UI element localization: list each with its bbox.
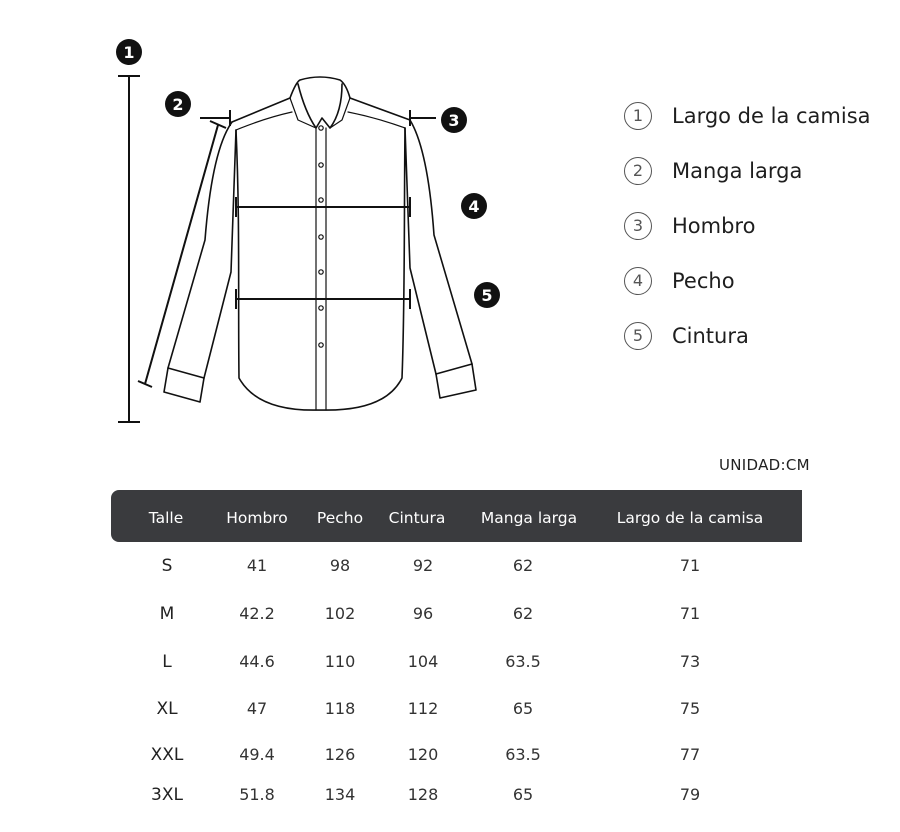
hombro-cell: 47 <box>246 699 268 718</box>
pecho-cell: 110 <box>324 652 356 671</box>
size-cell: XL <box>156 699 178 719</box>
hombro-cell: 51.8 <box>239 785 275 804</box>
table-row <box>111 694 802 724</box>
legend-item-waist <box>624 308 894 363</box>
right-sleeve-outline <box>405 120 472 374</box>
manga-cell: 63.5 <box>505 745 541 764</box>
svg-text:2: 2 <box>172 95 184 114</box>
marker-1 <box>116 39 142 65</box>
size-cell: S <box>161 556 173 576</box>
legend-number: 1 <box>624 102 652 130</box>
legend-item-sleeve <box>624 143 894 198</box>
largo-cell: 75 <box>679 699 701 718</box>
legend-label: Pecho <box>672 268 735 293</box>
sleeve-measure-line <box>138 121 226 387</box>
waist-measure-line <box>236 289 410 309</box>
pecho-cell: 102 <box>324 604 356 623</box>
manga-cell: 63.5 <box>505 652 541 671</box>
svg-text:5: 5 <box>481 286 493 305</box>
size-table-header <box>111 490 802 542</box>
shoulder-measure-tick-right <box>410 110 436 126</box>
cintura-cell: 120 <box>407 745 439 764</box>
marker-4 <box>461 193 487 219</box>
cintura-cell: 112 <box>407 699 439 718</box>
table-row <box>111 740 802 770</box>
size-cell: 3XL <box>151 785 183 805</box>
largo-cell: 79 <box>679 785 701 804</box>
hombro-cell: 41 <box>246 556 268 575</box>
legend-label: Cintura <box>672 323 749 348</box>
legend-item-length <box>624 88 894 143</box>
length-measure-line <box>118 76 140 422</box>
legend-label: Largo de la camisa <box>672 103 871 128</box>
unit-label: UNIDAD:CM <box>719 456 810 474</box>
legend-number: 5 <box>624 322 652 350</box>
measurement-legend <box>624 88 894 363</box>
shirt-button <box>319 163 323 167</box>
cintura-cell: 104 <box>407 652 439 671</box>
largo-cell: 77 <box>679 745 701 764</box>
pecho-cell: 98 <box>329 556 351 575</box>
marker-2 <box>165 91 191 117</box>
header-cintura: Cintura <box>388 509 446 527</box>
header-manga-larga: Manga larga <box>480 509 578 527</box>
size-cell: L <box>162 652 172 672</box>
shirt-button <box>319 306 323 310</box>
shirt-diagram <box>0 0 560 440</box>
legend-label: Manga larga <box>672 158 803 183</box>
left-sleeve-outline <box>168 122 236 378</box>
legend-number: 2 <box>624 157 652 185</box>
largo-cell: 73 <box>679 652 701 671</box>
marker-3 <box>441 107 467 133</box>
svg-text:4: 4 <box>468 197 480 216</box>
shirt-button <box>319 235 323 239</box>
table-row <box>111 780 802 810</box>
largo-cell: 71 <box>679 556 701 575</box>
largo-cell: 71 <box>679 604 701 623</box>
manga-cell: 62 <box>512 604 534 623</box>
hombro-cell: 42.2 <box>239 604 275 623</box>
shirt-button <box>319 198 323 202</box>
manga-cell: 65 <box>512 699 534 718</box>
cintura-cell: 128 <box>407 785 439 804</box>
hombro-cell: 49.4 <box>239 745 275 764</box>
legend-item-chest <box>624 253 894 308</box>
table-row <box>111 647 802 677</box>
hombro-cell: 44.6 <box>239 652 275 671</box>
shirt-body-outline <box>236 128 405 410</box>
legend-item-shoulder <box>624 198 894 253</box>
pecho-cell: 126 <box>324 745 356 764</box>
manga-cell: 62 <box>512 556 534 575</box>
pecho-cell: 134 <box>324 785 356 804</box>
header-largo-camisa: Largo de la camisa <box>616 509 764 527</box>
cintura-cell: 92 <box>412 556 434 575</box>
manga-cell: 65 <box>512 785 534 804</box>
header-hombro: Hombro <box>226 509 288 527</box>
pecho-cell: 118 <box>324 699 356 718</box>
size-cell: XXL <box>150 745 184 765</box>
shirt-button <box>319 270 323 274</box>
svg-text:3: 3 <box>448 111 460 130</box>
marker-5 <box>474 282 500 308</box>
svg-text:1: 1 <box>123 43 135 62</box>
cintura-cell: 96 <box>412 604 434 623</box>
shirt-button <box>319 343 323 347</box>
header-pecho: Pecho <box>316 509 364 527</box>
header-talle: Talle <box>148 509 184 527</box>
legend-number: 3 <box>624 212 652 240</box>
table-row <box>111 551 802 581</box>
shirt-button <box>319 126 323 130</box>
placket <box>316 128 326 410</box>
legend-number: 4 <box>624 267 652 295</box>
legend-label: Hombro <box>672 213 756 238</box>
size-cell: M <box>159 604 175 624</box>
table-row <box>111 599 802 629</box>
